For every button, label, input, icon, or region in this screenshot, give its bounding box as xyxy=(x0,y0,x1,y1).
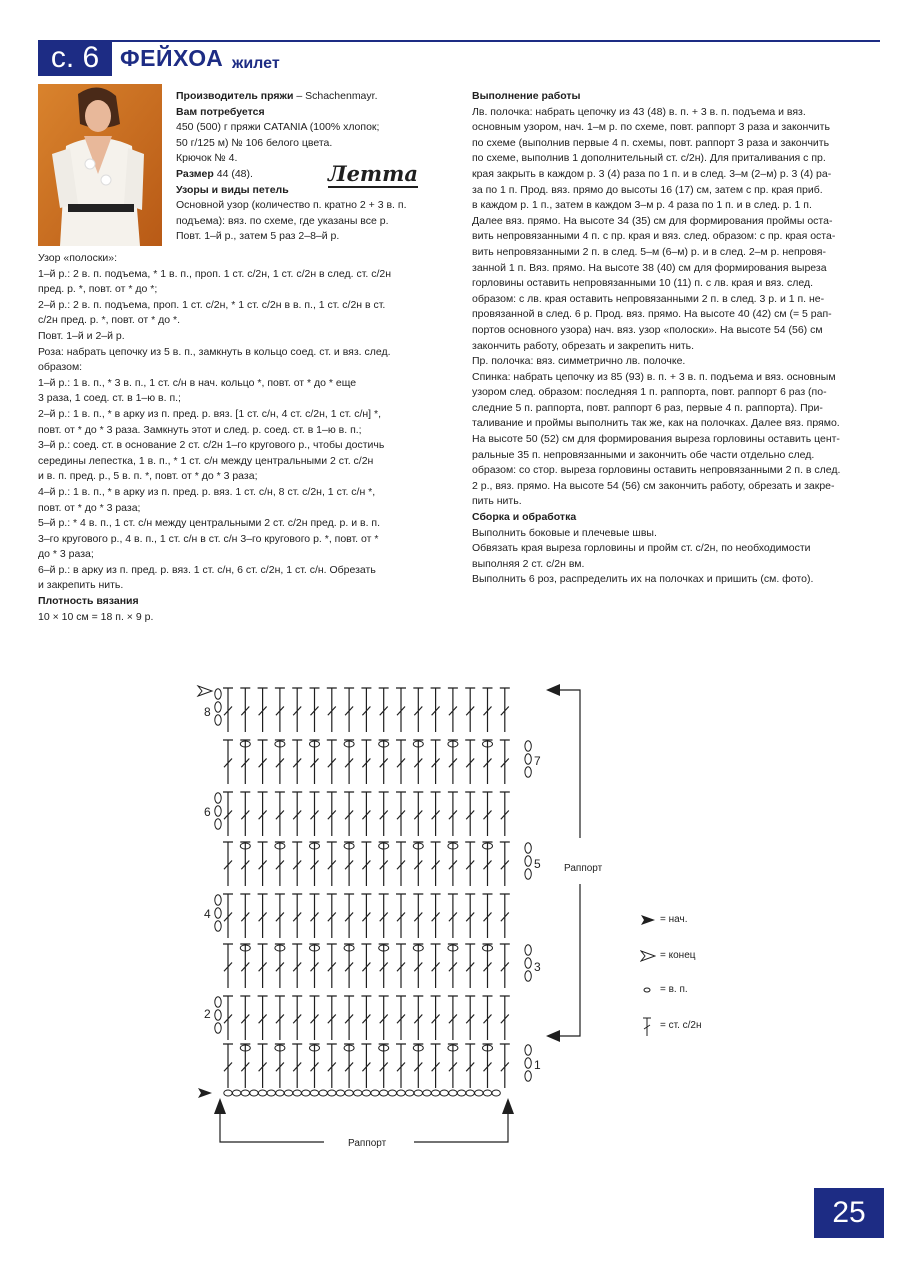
foundation-chain-mark xyxy=(276,1090,284,1096)
double-crochet-mark xyxy=(361,894,371,938)
double-crochet-mark xyxy=(344,996,354,1040)
row-label-5: 5 xyxy=(534,857,541,871)
double-crochet-mark xyxy=(413,688,423,732)
text-line: портов основного узора) нач. вяз. узор «полоски». На высоте 54 (56) см xyxy=(472,323,823,336)
arrowhead xyxy=(546,684,560,696)
double-crochet-mark xyxy=(500,996,510,1040)
text-line: 6–й р.: в арку из п. пред. р. вяз. 1 ст. с/н, 6 ст. с/2н, 1 ст. с/н. Обрезать xyxy=(38,563,376,576)
double-crochet-mark xyxy=(396,996,406,1040)
double-crochet-mark xyxy=(500,792,510,836)
double-crochet-mark xyxy=(500,740,510,784)
double-crochet-mark xyxy=(431,740,441,784)
text-line: 2–й р.: 2 в. п. подъема, проп. 1 ст. с/2н, * 1 ст. с/2н в в. п., 1 ст. с/2н в ст. xyxy=(38,298,386,311)
text-line: края закрыть в каждом р. 3 (4) раза по 1 п. и в след. 3–м (2–м) р. 3 (4) ра- xyxy=(472,167,832,180)
double-crochet-mark xyxy=(361,842,371,886)
double-crochet-mark xyxy=(327,1044,337,1088)
double-crochet-mark xyxy=(223,944,233,988)
arrowhead xyxy=(214,1098,226,1114)
turning-chain-mark xyxy=(215,689,221,699)
page-title: ФЕЙХОА xyxy=(120,45,224,71)
text-line: Производитель пряжи – Schachenmayr. xyxy=(176,90,378,102)
double-crochet-mark xyxy=(258,944,268,988)
double-crochet-mark xyxy=(465,842,475,886)
foundation-chain-mark xyxy=(483,1090,491,1096)
foundation-chain-mark xyxy=(354,1090,362,1096)
start-arrow-icon xyxy=(198,1088,212,1098)
text-line: Выполнить 6 роз, распределить их на полочках и пришить (см. фото). xyxy=(472,573,814,586)
double-crochet-icon xyxy=(640,1016,656,1038)
turning-chain-mark xyxy=(525,869,531,879)
double-crochet-mark xyxy=(258,792,268,836)
foundation-chain-mark xyxy=(232,1090,240,1096)
double-crochet-mark xyxy=(379,894,389,938)
text-line: закончить работу, обрезать и закрепить нить. xyxy=(472,339,695,352)
double-crochet-mark xyxy=(465,944,475,988)
turning-chain-mark xyxy=(215,997,221,1007)
text-line: образом: с лв. края оставить непровязанными 2 п. в след. 3 р. и 1 п. не- xyxy=(472,292,825,305)
text-line: в каждом р. 1 п., затем в каждом 3–м р. 4 раза по 1 п. и в след. р. 1 п. xyxy=(472,199,812,212)
foundation-chain-mark xyxy=(397,1090,405,1096)
double-crochet-mark xyxy=(465,688,475,732)
double-crochet-mark xyxy=(361,740,371,784)
text-line: 3–го кругового р., 4 в. п., 1 ст. с/н в ст. с/н 3–го кругового р. *, повт. от * xyxy=(38,532,379,545)
turning-chain-mark xyxy=(215,1010,221,1020)
double-crochet-mark xyxy=(344,792,354,836)
row-label-6: 6 xyxy=(204,805,211,819)
text-line: с/2н пред. р. *, повт. от * до *. xyxy=(38,314,180,327)
turning-chain-mark xyxy=(525,958,531,968)
double-crochet-mark xyxy=(413,996,423,1040)
text-line: по схеме, выполнив 1 дополнительный ст. с/2н). Для приталивания с пр. xyxy=(472,152,826,165)
turning-chain-mark xyxy=(215,1023,221,1033)
turning-chain-mark xyxy=(525,1071,531,1081)
row-label-4: 4 xyxy=(204,907,211,921)
foundation-chain-mark xyxy=(345,1090,353,1096)
foundation-chain-mark xyxy=(405,1090,413,1096)
foundation-chain-mark xyxy=(380,1090,388,1096)
double-crochet-mark xyxy=(465,792,475,836)
turning-chain-mark xyxy=(215,702,221,712)
text-line: Далее вяз. прямо. На высоте 34 (35) см для формирования проймы оста- xyxy=(472,214,833,227)
double-crochet-mark xyxy=(292,944,302,988)
double-crochet-mark xyxy=(361,792,371,836)
turning-chain-mark xyxy=(215,806,221,816)
double-crochet-mark xyxy=(327,740,337,784)
double-crochet-mark xyxy=(240,792,250,836)
instructions-block xyxy=(472,89,840,588)
text-line: 1–й р.: 2 в. п. подъема, * 1 в. п., проп. 1 ст. с/2н, 1 ст. с/2н в след. ст. с/2н xyxy=(38,267,392,280)
double-crochet-mark xyxy=(223,996,233,1040)
text-line: Узоры и виды петель xyxy=(176,183,289,196)
text-line: 50 г/125 м) № 106 белого цвета. xyxy=(176,136,333,149)
double-crochet-mark xyxy=(240,894,250,938)
row-label-7: 7 xyxy=(534,754,541,768)
double-crochet-mark xyxy=(448,792,458,836)
text-line: образом: со стор. выреза горловины оставить непровязанными 2 п. в след. xyxy=(472,464,841,477)
turning-chain-mark xyxy=(215,715,221,725)
turning-chain-mark xyxy=(525,754,531,764)
text-line: выполняя 2 ст. с/2н вм. xyxy=(472,557,585,570)
double-crochet-mark xyxy=(292,792,302,836)
legend-double-crochet: = ст. с/2н xyxy=(640,1016,656,1041)
text-line: повт. от * до * 3 раза. Замкнуть этот и след. р. соед. ст. в 1–ю в. п.; xyxy=(38,423,362,436)
double-crochet-mark xyxy=(431,894,441,938)
text-line: 10 × 10 см = 18 п. × 9 р. xyxy=(38,610,154,623)
turning-chain-mark xyxy=(525,945,531,955)
double-crochet-mark xyxy=(448,996,458,1040)
page-subtitle: жилет xyxy=(232,55,280,72)
turning-chain-mark xyxy=(525,856,531,866)
text-line: Выполнение работы xyxy=(472,90,581,102)
double-crochet-mark xyxy=(275,688,285,732)
double-crochet-mark xyxy=(258,996,268,1040)
arrowhead xyxy=(546,1030,560,1042)
row-label-1: 1 xyxy=(534,1058,541,1072)
double-crochet-mark xyxy=(396,1044,406,1088)
text-line: Основной узор (количество п. кратно 2 + 3 в. п. xyxy=(176,199,407,212)
text-line: середины лепестка, 1 в. п., * 1 ст. с/н между центральными 2 ст. с/2н xyxy=(38,454,374,467)
text-line: 2 р., вяз. прямо. На высоте 54 (56) см закончить работу, обрезать и закре- xyxy=(472,479,835,492)
double-crochet-mark xyxy=(431,688,441,732)
foundation-chain-mark xyxy=(475,1090,483,1096)
double-crochet-mark xyxy=(223,842,233,886)
double-crochet-mark xyxy=(223,688,233,732)
double-crochet-mark xyxy=(344,688,354,732)
double-crochet-mark xyxy=(500,842,510,886)
foundation-chain-mark xyxy=(431,1090,439,1096)
hollow-arrow-icon xyxy=(640,950,656,962)
text-line: Повт. 1–й р., затем 5 раз 2–8–й р. xyxy=(176,230,340,243)
model-photo xyxy=(38,84,162,246)
text-line: пить нить. xyxy=(472,495,522,508)
text-line: Спинка: набрать цепочку из 85 (93) в. п. + 3 в. п. подъема и вяз. основным xyxy=(472,370,836,383)
text-line: вить непровязанными 2 п. в след. 5–м (6–м) р. и в след. 2–м р. непровя- xyxy=(472,245,826,258)
double-crochet-mark xyxy=(413,894,423,938)
text-line: ральные 35 п. непровязанными и закончить обе части отдельно след. xyxy=(472,448,815,461)
text-line: таливание и проймы выполнить так же, как на полочках. Далее вяз. прямо. xyxy=(472,417,840,430)
double-crochet-mark xyxy=(431,996,441,1040)
turning-chain-mark xyxy=(215,793,221,803)
legend-end: = конец xyxy=(640,950,656,965)
text-line: Вам потребуется xyxy=(176,105,265,118)
end-arrow-icon xyxy=(198,686,212,696)
text-line: 2–й р.: 1 в. п., * в арку из п. пред. р. вяз. [1 ст. с/н, 4 ст. с/2н, 1 ст. с/н] *, xyxy=(38,407,382,420)
legend-start: = нач. xyxy=(640,914,656,929)
repeat-label-right: Раппорт xyxy=(564,863,603,874)
double-crochet-mark xyxy=(431,944,441,988)
text-line: Сборка и обработка xyxy=(472,511,577,524)
double-crochet-mark xyxy=(448,894,458,938)
double-crochet-mark xyxy=(327,792,337,836)
text-line: Размер 44 (48). xyxy=(176,167,253,180)
foundation-chain-mark xyxy=(457,1090,465,1096)
foundation-chain-mark xyxy=(492,1090,500,1096)
text-line: Узор «полоски»: xyxy=(38,252,118,264)
foundation-chain-mark xyxy=(328,1090,336,1096)
double-crochet-mark xyxy=(292,1044,302,1088)
text-line: Плотность вязания xyxy=(38,595,139,608)
text-line: образом: xyxy=(38,361,83,374)
double-crochet-mark xyxy=(379,688,389,732)
crochet-chart xyxy=(192,668,632,1158)
chart-marks xyxy=(215,688,532,1096)
double-crochet-mark xyxy=(223,1044,233,1088)
foundation-chain-mark xyxy=(440,1090,448,1096)
double-crochet-mark xyxy=(379,996,389,1040)
row-label-3: 3 xyxy=(534,960,541,974)
double-crochet-mark xyxy=(327,944,337,988)
double-crochet-mark xyxy=(292,688,302,732)
header-rule xyxy=(38,40,880,42)
double-crochet-mark xyxy=(292,842,302,886)
double-crochet-mark xyxy=(258,842,268,886)
text-line: Крючок № 4. xyxy=(176,152,238,165)
double-crochet-mark xyxy=(396,688,406,732)
filled-arrow-icon xyxy=(640,914,656,926)
double-crochet-mark xyxy=(431,1044,441,1088)
foundation-chain-mark xyxy=(310,1090,318,1096)
double-crochet-mark xyxy=(396,740,406,784)
double-crochet-mark xyxy=(483,792,493,836)
foundation-chain-mark xyxy=(319,1090,327,1096)
double-crochet-mark xyxy=(344,894,354,938)
foundation-chain-mark xyxy=(449,1090,457,1096)
text-line: и закрепить нить. xyxy=(38,579,124,592)
double-crochet-mark xyxy=(465,894,475,938)
brand-logo: Летта xyxy=(328,161,418,186)
row-label-2: 2 xyxy=(204,1007,211,1021)
text-line: горловины оставить непровязанными 10 (11) п. с лв. края и вяз. след. xyxy=(472,277,814,290)
text-line: Пр. полочка: вяз. симметрично лв. полочке. xyxy=(472,355,686,368)
text-line: 1–й р.: 1 в. п., * 3 в. п., 1 ст. с/н в нач. кольцо *, повт. от * до * еще xyxy=(38,376,357,389)
double-crochet-mark xyxy=(413,792,423,836)
foundation-chain-mark xyxy=(466,1090,474,1096)
double-crochet-mark xyxy=(275,996,285,1040)
double-crochet-mark xyxy=(292,894,302,938)
foundation-chain-mark xyxy=(241,1090,249,1096)
foundation-chain-mark xyxy=(250,1090,258,1096)
double-crochet-mark xyxy=(240,688,250,732)
double-crochet-mark xyxy=(361,944,371,988)
text-line: пред. р. *, повт. от * до *; xyxy=(38,283,158,296)
text-line: Обвязать края выреза горловины и пройм ст. с/2н, по необходимости xyxy=(472,542,811,555)
double-crochet-mark xyxy=(396,944,406,988)
double-crochet-mark xyxy=(500,894,510,938)
turning-chain-mark xyxy=(525,767,531,777)
text-line: до * 3 раза; xyxy=(38,548,94,561)
double-crochet-mark xyxy=(275,894,285,938)
legend-chain: = в. п. xyxy=(640,984,656,999)
text-line: 3–й р.: соед. ст. в основание 2 ст. с/2н 1–го кругового р., чтобы достичь xyxy=(38,439,385,452)
double-crochet-mark xyxy=(431,842,441,886)
foundation-chain-mark xyxy=(267,1090,275,1096)
foundation-chain-mark xyxy=(362,1090,370,1096)
turning-chain-mark xyxy=(215,908,221,918)
turning-chain-mark xyxy=(525,971,531,981)
text-line: и в. п. пред. р., 5 в. п. *, повт. от * до * 3 раза; xyxy=(38,470,258,483)
text-line: занной 1 п. Вяз. прямо. На высоте 38 (40) см для формирования выреза xyxy=(472,261,827,274)
double-crochet-mark xyxy=(431,792,441,836)
text-line: по схеме (выполнив первые 4 п. схемы, повт. раппорт 3 раза и закончить xyxy=(472,136,830,149)
foundation-chain-mark xyxy=(258,1090,266,1096)
foundation-chain-mark xyxy=(284,1090,292,1096)
turning-chain-mark xyxy=(525,1058,531,1068)
text-line: 3 раза, 1 соед. ст. в 1–ю в. п.; xyxy=(38,392,181,405)
double-crochet-mark xyxy=(483,894,493,938)
arrowhead xyxy=(502,1098,514,1114)
double-crochet-mark xyxy=(465,1044,475,1088)
double-crochet-mark xyxy=(327,842,337,886)
double-crochet-mark xyxy=(310,792,320,836)
double-crochet-mark xyxy=(500,944,510,988)
repeat-label-bottom: Раппорт xyxy=(348,1138,387,1149)
foundation-chain-mark xyxy=(371,1090,379,1096)
text-line: Роза: набрать цепочку из 5 в. п., замкнуть в кольцо соед. ст. и вяз. след. xyxy=(38,345,391,358)
text-line: 450 (500) г пряжи CATANIA (100% хлопок; xyxy=(176,121,380,134)
double-crochet-mark xyxy=(292,996,302,1040)
foundation-chain-mark xyxy=(302,1090,310,1096)
double-crochet-mark xyxy=(327,996,337,1040)
turning-chain-mark xyxy=(525,843,531,853)
double-crochet-mark xyxy=(223,894,233,938)
double-crochet-mark xyxy=(361,996,371,1040)
text-line: 5–й р.: * 4 в. п., 1 ст. с/н между центральными 2 ст. с/2н пред. р. и в. п. xyxy=(38,517,381,530)
double-crochet-mark xyxy=(396,894,406,938)
chain-stitch-icon xyxy=(640,984,656,996)
turning-chain-mark xyxy=(215,819,221,829)
text-line: повт. от * до * 3 раза; xyxy=(38,501,141,514)
text-line: за по 1 п. Прод. вяз. прямо до высоты 16 (17) см, затем с пр. края приб. xyxy=(472,183,823,196)
text-line: провязанной в след. 6 р. Прод. вяз. прямо. На высоте 40 (42) см (= 5 рап- xyxy=(472,308,832,321)
text-line: Лв. полочка: набрать цепочку из 43 (48) в. п. + 3 в. п. подъема и вяз. xyxy=(472,105,806,118)
double-crochet-mark xyxy=(258,894,268,938)
double-crochet-mark xyxy=(361,1044,371,1088)
text-line: На высоте 50 (52) см для формирования выреза горловины оставить цент- xyxy=(472,433,840,446)
double-crochet-mark xyxy=(500,688,510,732)
foundation-chain-mark xyxy=(414,1090,422,1096)
text-line: Выполнить боковые и плечевые швы. xyxy=(472,526,657,539)
double-crochet-mark xyxy=(396,792,406,836)
double-crochet-mark xyxy=(327,688,337,732)
page-badge: с. 6 xyxy=(38,40,112,76)
double-crochet-mark xyxy=(223,792,233,836)
text-line: Повт. 1–й и 2–й р. xyxy=(38,329,125,342)
turning-chain-mark xyxy=(215,921,221,931)
double-crochet-mark xyxy=(292,740,302,784)
foundation-chain-mark xyxy=(224,1090,232,1096)
double-crochet-mark xyxy=(258,688,268,732)
text-line: узором след. образом: последняя 1 п. раппорта, повт. раппорт 6 раз (по- xyxy=(472,386,827,399)
row-label-8: 8 xyxy=(204,705,211,719)
text-line: вить непровязанными 4 п. с пр. края и вяз. след. образом: с пр. края оста- xyxy=(472,230,836,243)
foundation-chain-mark xyxy=(388,1090,396,1096)
double-crochet-mark xyxy=(310,894,320,938)
double-crochet-mark xyxy=(465,996,475,1040)
text-line: следние 5 п. раппорта, повт. раппорт 6 раз, первые 4 п. раппорта). При- xyxy=(472,401,823,414)
text-line: подъема): вяз. по схеме, где указаны все р. xyxy=(176,214,389,227)
double-crochet-mark xyxy=(310,996,320,1040)
double-crochet-mark xyxy=(258,1044,268,1088)
double-crochet-mark xyxy=(240,996,250,1040)
materials-block xyxy=(176,89,407,245)
double-crochet-mark xyxy=(500,1044,510,1088)
double-crochet-mark xyxy=(223,740,233,784)
foundation-chain-mark xyxy=(293,1090,301,1096)
text-line: основным узором, нач. 1–м р. по схеме, повт. раппорт 3 раза и закончить xyxy=(472,121,830,134)
stitch-patterns-block xyxy=(38,251,391,625)
turning-chain-mark xyxy=(525,1045,531,1055)
double-crochet-mark xyxy=(448,688,458,732)
double-crochet-mark xyxy=(483,996,493,1040)
double-crochet-mark xyxy=(379,792,389,836)
double-crochet-mark xyxy=(258,740,268,784)
foundation-chain-mark xyxy=(336,1090,344,1096)
double-crochet-mark xyxy=(327,894,337,938)
double-crochet-mark xyxy=(465,740,475,784)
double-crochet-mark xyxy=(310,688,320,732)
double-crochet-mark xyxy=(396,842,406,886)
turning-chain-mark xyxy=(215,895,221,905)
turning-chain-mark xyxy=(525,741,531,751)
foundation-chain-mark xyxy=(423,1090,431,1096)
double-crochet-mark xyxy=(361,688,371,732)
text-line: 4–й р.: 1 в. п., * в арку из п. пред. р. вяз. 1 ст. с/н, 8 ст. с/2н, 1 ст. с/н *, xyxy=(38,485,376,498)
page-number: 25 xyxy=(814,1188,884,1238)
double-crochet-mark xyxy=(483,688,493,732)
double-crochet-mark xyxy=(275,792,285,836)
